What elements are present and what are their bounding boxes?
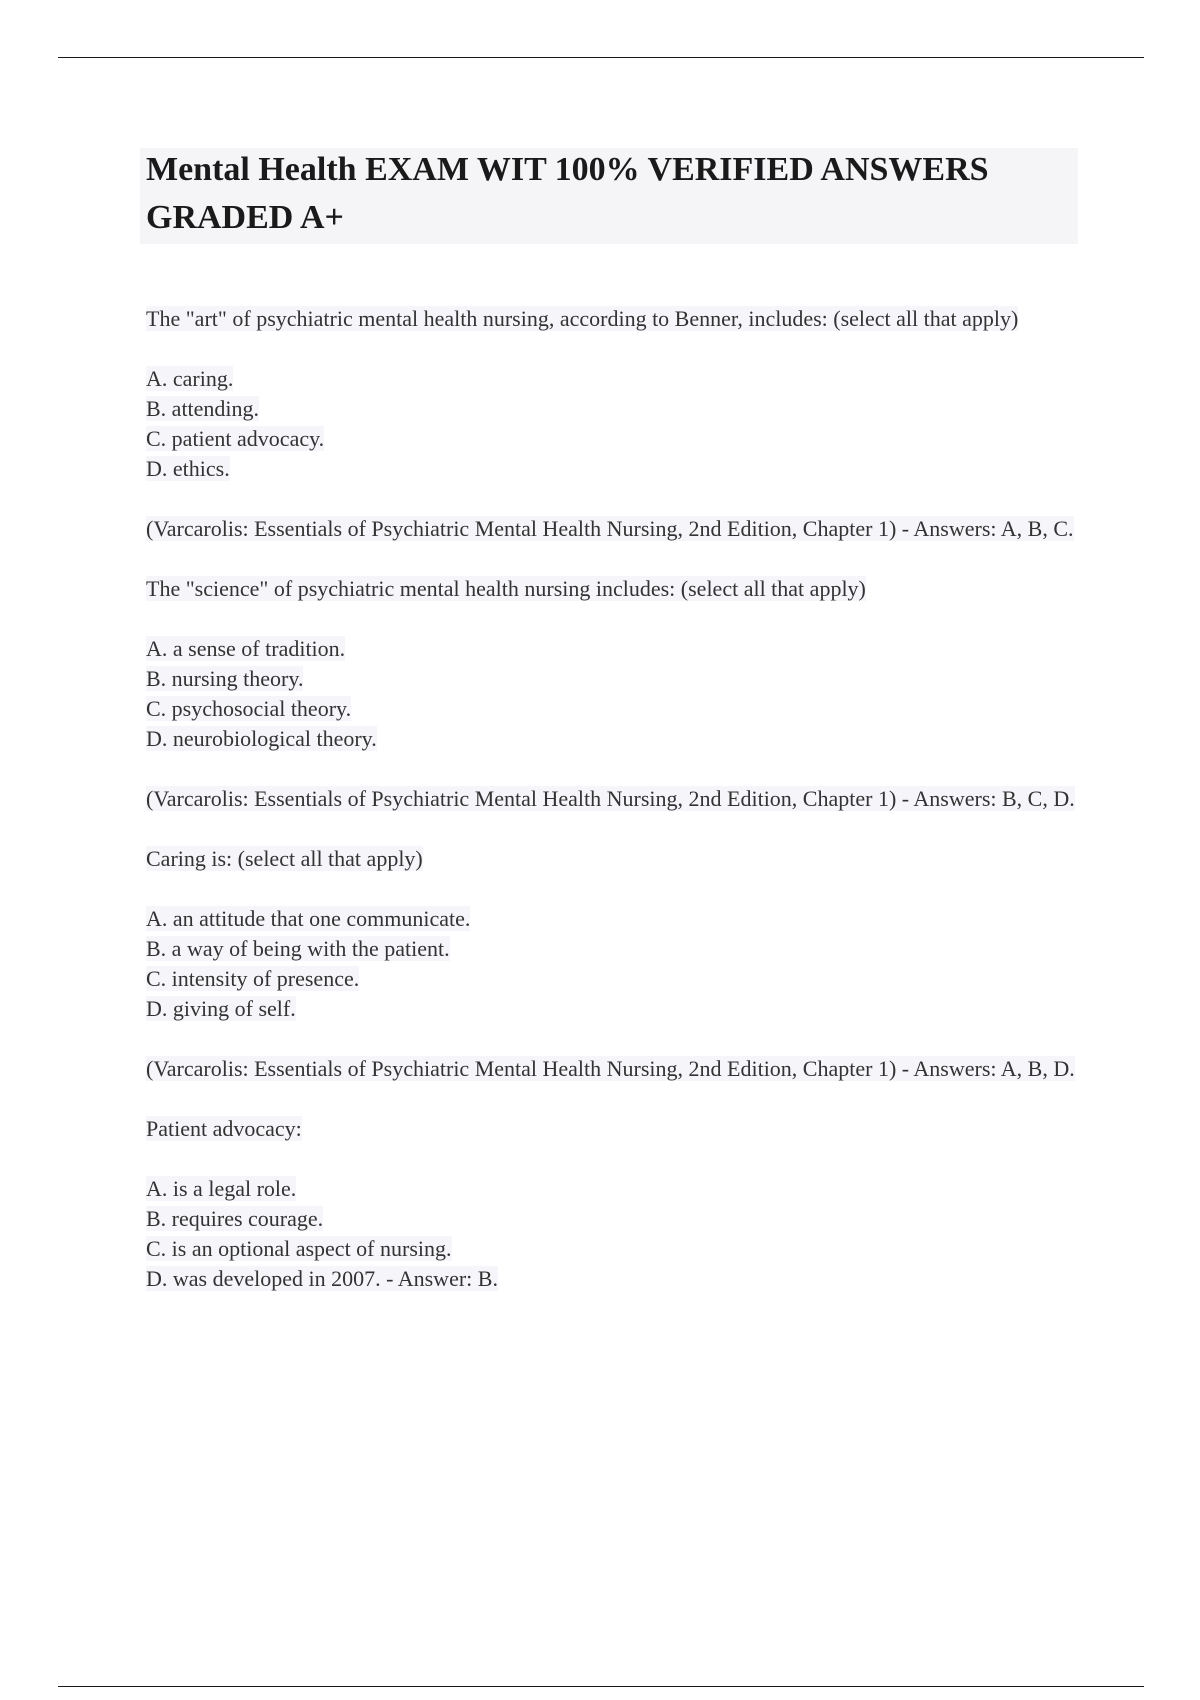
question-2-option-d: D. neurobiological theory. xyxy=(146,726,377,751)
question-3-option-c: C. intensity of presence. xyxy=(146,966,360,991)
document-body xyxy=(146,304,1076,1294)
question-3-options xyxy=(146,904,1076,1024)
question-2-prompt xyxy=(146,574,1076,604)
question-2-option-b: B. nursing theory. xyxy=(146,666,304,691)
question-1-prompt xyxy=(146,304,1076,334)
question-4-option-b: B. requires courage. xyxy=(146,1206,324,1231)
question-1-option-d: D. ethics. xyxy=(146,456,230,481)
question-3-option-a: A. an attitude that one communicate. xyxy=(146,906,471,931)
question-2-option-c: C. psychosocial theory. xyxy=(146,696,352,721)
document-title: Mental Health EXAM WIT 100% VERIFIED ANSWERS GRADED A+ xyxy=(146,151,989,236)
question-4-option-a: A. is a legal role. xyxy=(146,1176,297,1201)
question-3-text: Caring is: (select all that apply) xyxy=(146,846,423,871)
question-4-option-d: D. was developed in 2007. - Answer: B. xyxy=(146,1266,498,1291)
question-3-answer: (Varcarolis: Essentials of Psychiatric Mental Health Nursing, 2nd Edition, Chapter 1) - Answers: A, B, D. xyxy=(146,1056,1075,1081)
question-4-options xyxy=(146,1174,1076,1294)
question-4-text: Patient advocacy: xyxy=(146,1116,302,1141)
question-1-option-c: C. patient advocacy. xyxy=(146,426,325,451)
question-2-text: The "science" of psychiatric mental health nursing includes: (select all that apply) xyxy=(146,576,866,601)
question-2-option-a: A. a sense of tradition. xyxy=(146,636,346,661)
question-4-prompt xyxy=(146,1114,1076,1144)
bottom-rule xyxy=(58,1686,1144,1687)
question-2-options xyxy=(146,634,1076,754)
question-1-text: The "art" of psychiatric mental health nursing, according to Benner, includes: (select all that apply) xyxy=(146,306,1019,331)
question-3-prompt xyxy=(146,844,1076,874)
question-3-option-d: D. giving of self. xyxy=(146,996,296,1021)
question-4-option-c: C. is an optional aspect of nursing. xyxy=(146,1236,452,1261)
question-2-answer: (Varcarolis: Essentials of Psychiatric Mental Health Nursing, 2nd Edition, Chapter 1) - Answers: B, C, D. xyxy=(146,786,1075,811)
question-3-option-b: B. a way of being with the patient. xyxy=(146,936,450,961)
top-rule xyxy=(58,57,1144,58)
question-1-option-b: B. attending. xyxy=(146,396,260,421)
question-1-answer: (Varcarolis: Essentials of Psychiatric Mental Health Nursing, 2nd Edition, Chapter 1) - Answers: A, B, C. xyxy=(146,516,1074,541)
question-1-options xyxy=(146,364,1076,484)
question-1-option-a: A. caring. xyxy=(146,366,234,391)
